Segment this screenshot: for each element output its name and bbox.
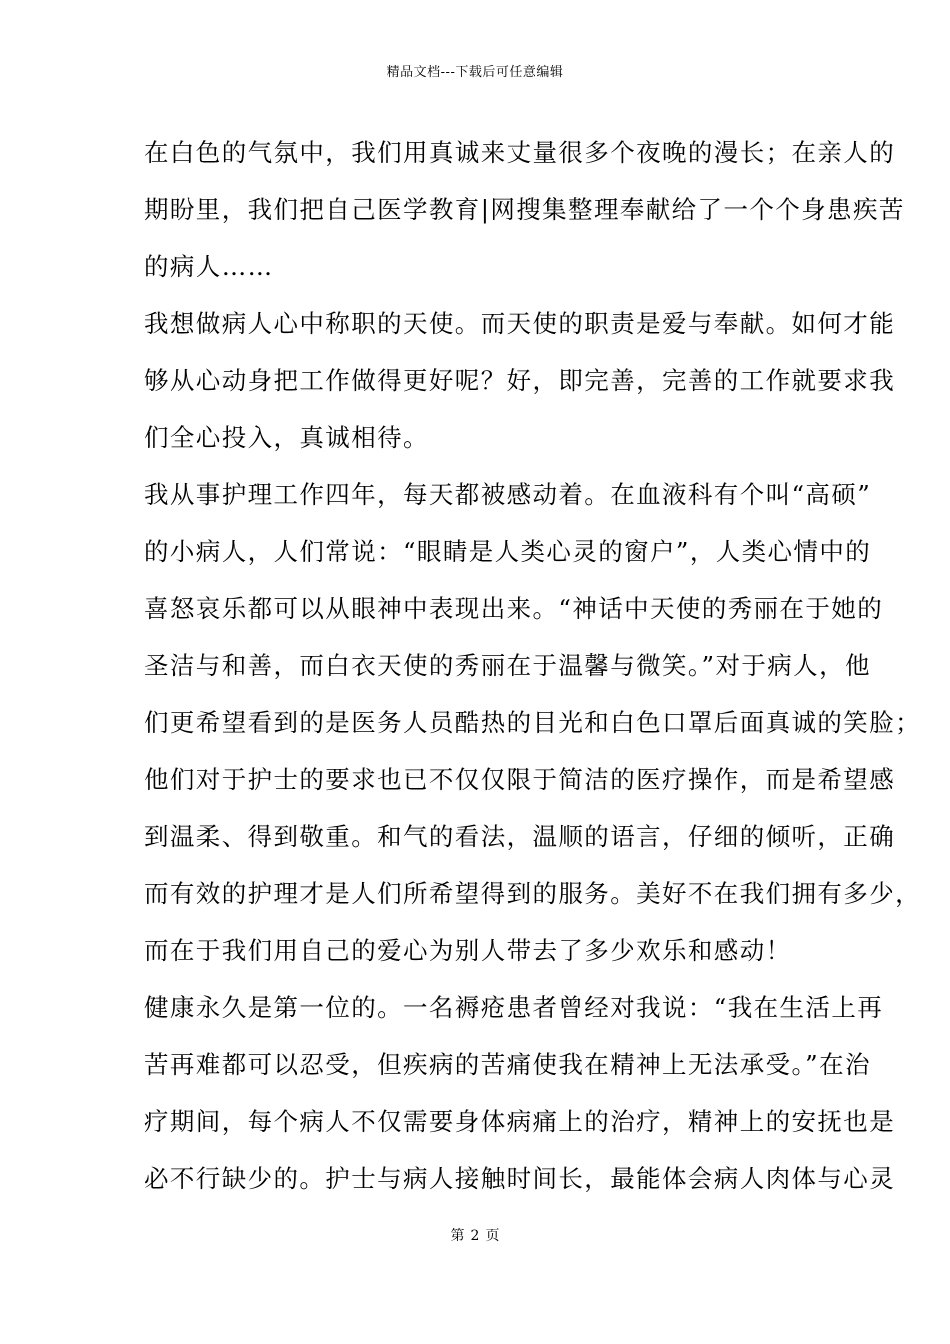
page-number: 2 [470,1228,480,1244]
text-line: 的小病人，人们常说：“眼睛是人类心灵的窗户”，人类心情中的 [144,537,872,566]
text-line: 健康永久是第一位的。一名褥疮患者曾经对我说：“我在生活上再 [144,993,884,1022]
text-line: 期盼里，我们把自己医学教育|网搜集整理奉献给了一个个身患疾苦 [144,195,905,224]
text-line: 我想做病人心中称职的天使。而天使的职责是爱与奉献。如何才能 [144,309,896,338]
text-line: 们更希望看到的是医务人员酷热的目光和白色口罩后面真诚的笑脸； [144,708,921,737]
document-body [144,124,921,1207]
text-line: 们全心投入，真诚相待。 [144,423,429,452]
text-line: 而有效的护理才是人们所希望得到的服务。美好不在我们拥有多少， [144,879,921,908]
text-line: 在白色的气氛中，我们用真诚来丈量很多个夜晚的漫长；在亲人的 [144,138,896,167]
page-footer [0,1226,950,1246]
text-line: 必不行缺少的。护士与病人接触时间长，最能体会病人肉体与心灵 [144,1164,896,1193]
text-line: 他们对于护士的要求也已不仅仅限于简洁的医疗操作，而是希望感 [144,765,896,794]
text-line: 圣洁与和善，而白衣天使的秀丽在于温馨与微笑。”对于病人，他 [144,651,871,680]
page-label-prefix: 第 [450,1228,465,1244]
text-line: 的病人…… [144,252,274,281]
text-line: 够从心动身把工作做得更好呢？好，即完善，完善的工作就要求我 [144,366,896,395]
text-line: 我从事护理工作四年，每天都被感动着。在血液科有个叫“高硕” [144,480,872,509]
text-line: 而在于我们用自己的爱心为别人带去了多少欢乐和感动！ [144,936,792,965]
text-line: 到温柔、得到敬重。和气的看法，温顺的语言，仔细的倾听，正确 [144,822,896,851]
text-line: 喜怒哀乐都可以从眼神中表现出来。“神话中天使的秀丽在于她的 [144,594,884,623]
text-line: 苦再难都可以忍受，但疾病的苦痛使我在精神上无法承受。”在治 [144,1050,871,1079]
page-label-suffix: 页 [485,1228,500,1244]
header-text: 精品文档---下载后可任意编辑 [386,65,564,80]
page-header [0,64,950,82]
text-line: 疗期间，每个病人不仅需要身体病痛上的治疗，精神上的安抚也是 [144,1107,896,1136]
